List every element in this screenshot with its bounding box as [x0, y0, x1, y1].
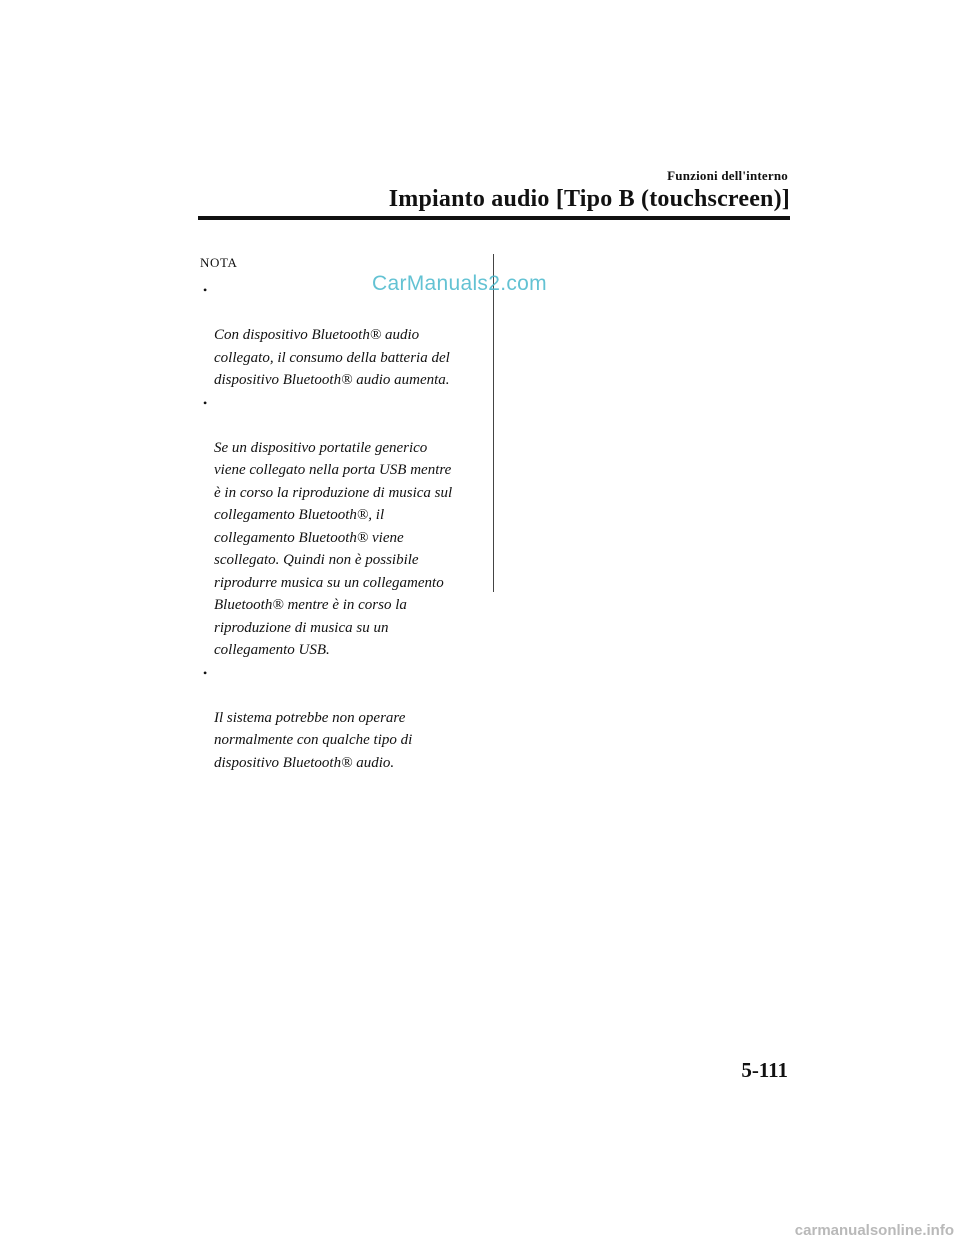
footer-watermark: carmanualsonline.info [794, 1222, 954, 1239]
bullet-icon: • [203, 665, 208, 680]
note-list [203, 279, 488, 774]
note-heading: NOTA [200, 255, 238, 270]
bullet-icon: • [203, 395, 208, 410]
note-item-text: Se un dispositivo portatile generico viene collegato nella porta USB mentre è in corso la riproduzione di musica sul collegamento Bluetooth®, il collegamento Bluetooth® viene scollegato. Quindi non è possibile riprodurre musica su un collegamento Bluetooth® mentre è in corso la riproduzione di musica su un collegamento USB. [214, 439, 453, 658]
note-item [203, 662, 488, 775]
column-divider [493, 254, 494, 592]
section-label: Funzioni dell'interno [667, 168, 788, 183]
header-rule [198, 216, 790, 220]
note-item [203, 392, 488, 662]
note-item-text: Il sistema potrebbe non operare normalmente con qualche tipo di dispositivo Bluetooth® audio. [214, 709, 413, 771]
watermark-logo: CarManuals2.com [372, 272, 547, 295]
bullet-icon: • [203, 283, 208, 297]
note-item-text: Con dispositivo Bluetooth® audio collegato, il consumo della batteria del dispositivo Bluetooth® audio aumenta. [214, 327, 450, 388]
chapter-title: Impianto audio [Tipo B (touchscreen)] [388, 186, 790, 212]
page-number: 5-111 [741, 1058, 788, 1082]
